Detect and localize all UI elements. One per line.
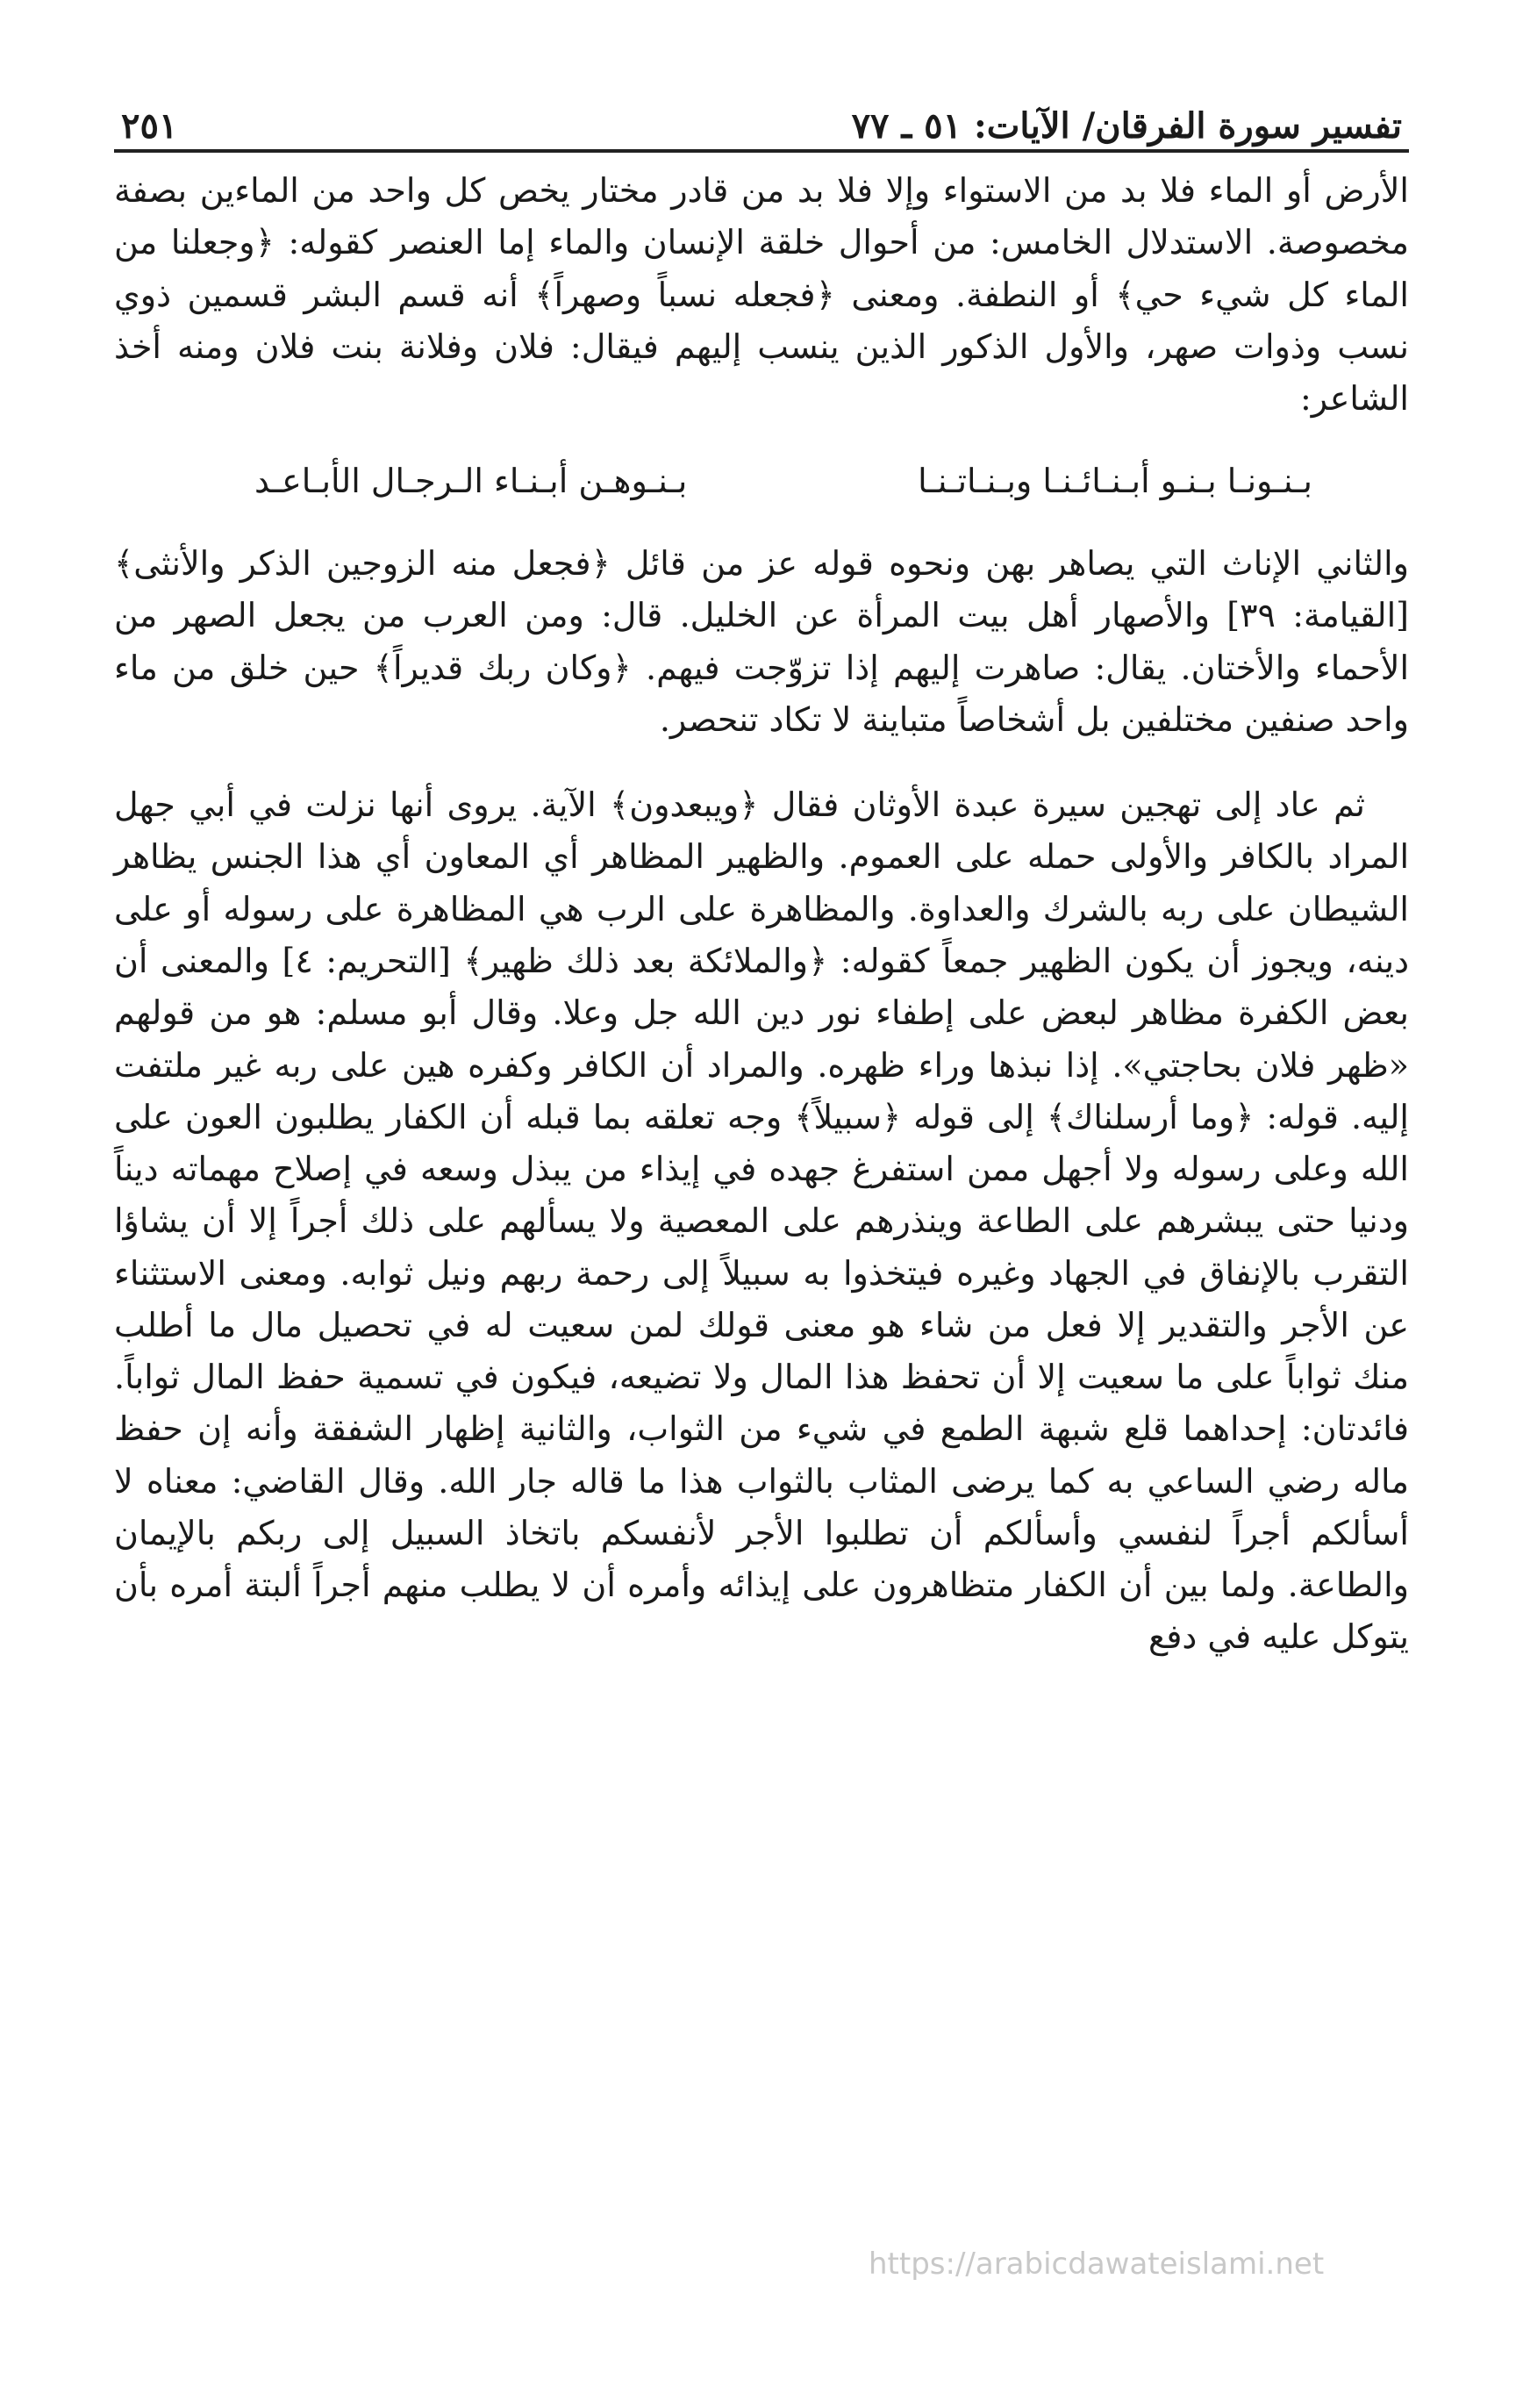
poetry-verse — [254, 455, 1312, 508]
paragraph-1: الأرض أو الماء فلا بد من الاستواء وإلا فلا بد من قادر مختار يخص كل واحد من الماءين بصفة مخصوصة. الاستدلال الخامس: من أحوال خلقة الإنسان والماء إما العنصر كقوله: ﴿وجعلنا من الماء كل شيء حي﴾ أو النطفة. ومعنى ﴿فجعله نسباً وصهراً﴾ أنه قسم البشر قسمين ذوي نسب وذوات صهر، والأول الذكور الذين ينسب إليهم فيقال: فلان وفلانة بنت فلان ومنه أخذ الشاعر: — [114, 171, 1409, 419]
running-header — [114, 88, 1409, 147]
paragraph-2: والثاني الإناث التي يصاهر بهن ونحوه قوله عز من قائل ﴿فجعل منه الزوجين الذكر والأنثى﴾ [القيامة: ٣٩] والأصهار أهل بيت المرأة عن الخليل. قال: ومن العرب من يجعل الصهر من الأحماء والأختان. يقال: صاهرت إليهم إذا تزوّجت فيهم. ﴿وكان ربك قديراً﴾ حين خلق من ماء واحد صنفين مختلفين بل أشخاصاً متباينة لا تكاد تنحصر. — [114, 544, 1409, 739]
paragraph-3: ثم عاد إلى تهجين سيرة عبدة الأوثان فقال ﴿ويبعدون﴾ الآية. يروى أنها نزلت في أبي جهل المراد بالكافر والأولى حمله على العموم. والظهير المظاهر أي المعاون أي هذا الجنس يظاهر الشيطان على ربه بالشرك والعداوة. والمظاهرة على الرب هي المظاهرة على رسوله أو على دينه، ويجوز أن يكون الظهير جمعاً كقوله: ﴿والملائكة بعد ذلك ظهير﴾ [التحريم: ٤] والمعنى أن بعض الكفرة مظاهر لبعض على إطفاء نور دين الله جل وعلا. وقال أبو مسلم: هو من قولهم «ظهر فلان بحاجتي». إذا نبذها وراء ظهره. والمراد أن الكافر وكفره هين على ربه غير ملتفت إليه. قوله: ﴿وما أرسلناك﴾ إلى قوله ﴿سبيلاً﴾ وجه تعلقه بما قبله أن الكفار يطلبون العون على الله وعلى رسوله ولا أجهل ممن استفرغ جهده في إيذاء من يبذل وسعه في إصلاح مهماته ديناً ودنيا حتى يبشرهم على الطاعة وينذرهم على المعصية ولا يسألهم على ذلك أجراً إلا أن يشاؤا التقرب بالإنفاق في الجهاد وغيره فيتخذوا به سبيلاً إلى رحمة ربهم ونيل ثوابه. ومعنى الاستثناء عن الأجر والتقدير إلا فعل من شاء هو معنى قولك لمن سعيت له في تحصيل مال ما أطلب منك ثواباً على ما سعيت إلا أن تحفظ هذا المال ولا تضيعه، فيكون في تسمية حفظ المال ثواباً. فائدتان: إحداهما قلع شبهة الطمع في شيء من الثواب، والثانية إظهار الشفقة وأنه إن حفظ ماله رضي الساعي به كما يرضى المثاب بالثواب هذا ما قاله جار الله. وقال القاضي: معناه لا أسألكم أجراً لنفسي وأسألكم أن تطلبوا الأجر لأنفسكم باتخاذ السبيل إلى ربكم بالإيمان والطاعة. ولما بين أن الكفار متظاهرون على إيذائه وأمره أن لا يطلب منهم أجراً ألبتة أمره بأن يتوكل عليه في دفع — [114, 785, 1410, 1657]
page-number: ٢٥١ — [121, 105, 178, 147]
book-page — [114, 88, 1409, 2408]
header-title: تفسير سورة الفرقان/ الآيات: ٥١ ـ ٧٧ — [851, 105, 1402, 147]
source-watermark: https://arabicdawateislami.net — [869, 2247, 1325, 2282]
body-text — [114, 165, 1409, 1664]
verse-second-hemistich: بـنـوهـن أبـنـاء الـرجـال الأبـاعـد — [254, 462, 688, 501]
verse-first-hemistich: بـنـونـا بـنـو أبـنـائـنـا وبـنـاتـنـا — [918, 462, 1312, 501]
header-rule — [114, 149, 1409, 153]
